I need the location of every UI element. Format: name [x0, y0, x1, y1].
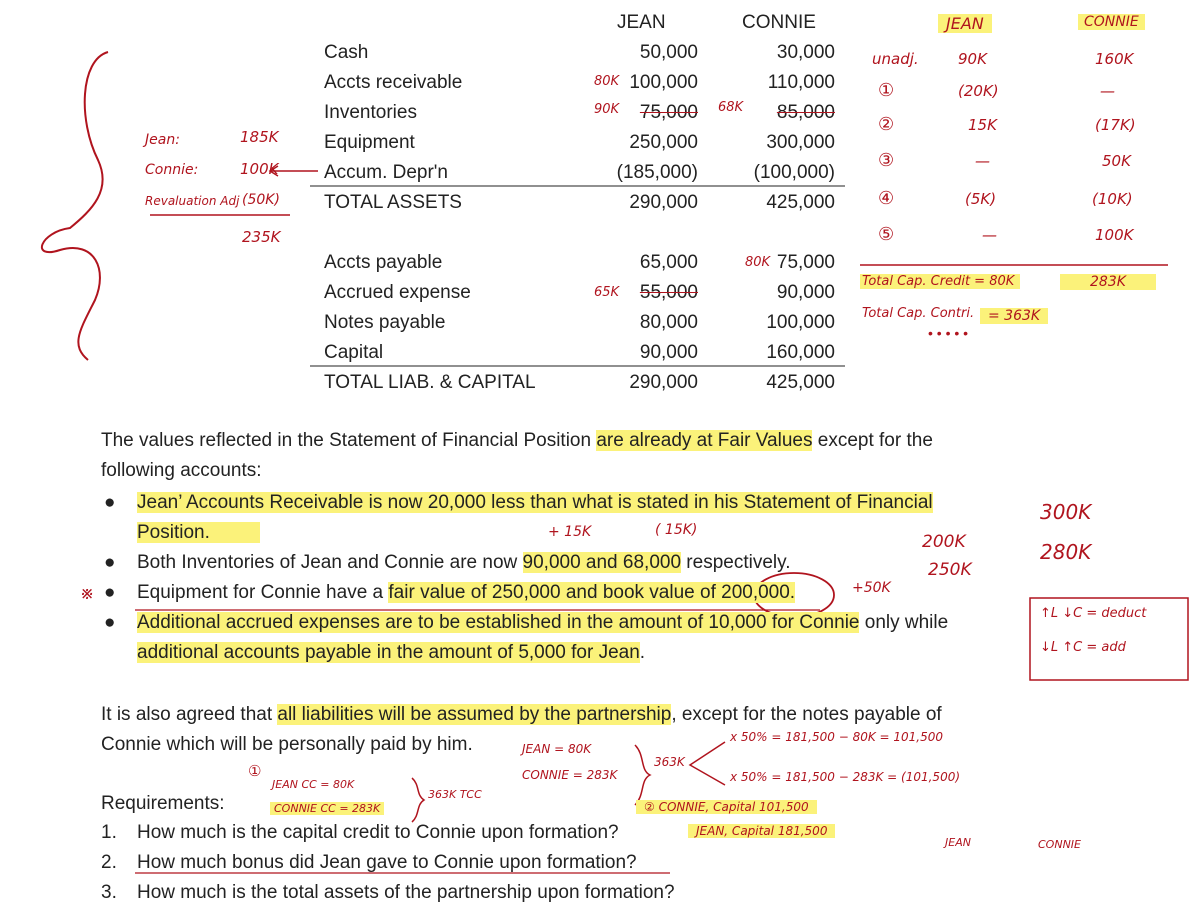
connie-value: 425,000	[766, 372, 835, 393]
left-total: 235K	[242, 228, 281, 246]
para1-text: except for the	[812, 430, 933, 451]
note-accrued-jean: 65K	[594, 285, 620, 300]
bullet4-line1	[137, 608, 948, 638]
req-num: 2.	[101, 852, 117, 873]
total-cap-contri-value: = 363K	[980, 308, 1048, 324]
note-200k: 200K	[922, 532, 966, 552]
req-num: 1.	[101, 822, 117, 843]
connie-value: 75,000	[776, 252, 835, 273]
row-label: Accrued expense	[324, 282, 471, 303]
left-reval-label: Revaluation Adj	[145, 194, 240, 208]
para2-line2: Connie which will be personally paid by him.	[101, 734, 473, 755]
col-header-jean: JEAN	[617, 12, 666, 33]
para1-highlight: are already at Fair Values	[596, 430, 813, 451]
right-head-connie: CONNIE	[1078, 14, 1145, 30]
cc-total: 363K TCC	[428, 788, 482, 801]
calc-line2: x 50% = 181,500 − 283K = (101,500)	[730, 770, 961, 784]
note-ar-jean: 80K	[594, 74, 620, 89]
row-label: TOTAL ASSETS	[324, 192, 462, 213]
connie-value: 110,000	[767, 72, 835, 93]
bullet-dot: ●	[104, 552, 116, 573]
para1-line1	[101, 426, 933, 456]
calc-total: 363K	[654, 755, 685, 769]
para2-text: It is also agreed that	[101, 704, 278, 725]
total-cap-contri-label: Total Cap. Contri.	[862, 306, 975, 321]
jean-value: 50,000	[639, 42, 698, 63]
para2-highlight: all liabilities will be assumed by the partnership	[277, 704, 672, 725]
right-row-jean: 15K	[968, 116, 997, 134]
entry-connie: ② CONNIE, Capital 101,500	[636, 800, 817, 814]
cc-jean: JEAN CC = 80K	[272, 778, 355, 791]
bullet2-line	[137, 548, 791, 578]
entry-jean: JEAN, Capital 181,500	[688, 824, 835, 838]
right-row-jean: 90K	[958, 50, 987, 68]
connie-value: 30,000	[776, 42, 835, 63]
cc-connie: CONNIE CC = 283K	[270, 802, 384, 815]
left-reval-value: (50K)	[242, 192, 280, 208]
row-label: Accum. Depr'n	[324, 162, 449, 183]
jean-value: 250,000	[629, 132, 698, 153]
bullet1-line1	[137, 488, 933, 518]
right-row-connie: 160K	[1095, 50, 1134, 68]
jean-value: 55,000	[639, 282, 698, 303]
note-ap-connie: 80K	[745, 255, 771, 270]
bullet2-text: Both Inventories of Jean and Connie are now	[137, 552, 523, 573]
req-text: How much bonus did Jean gave to Connie upon formation?	[137, 852, 637, 873]
total-cap-credit: Total Cap. Credit = 80K	[860, 274, 1020, 289]
jean-value: (185,000)	[616, 162, 698, 183]
dots-mark: • • • • •	[928, 325, 969, 341]
right-row-connie: (10K)	[1092, 190, 1133, 208]
note-280k: 280K	[1040, 540, 1092, 564]
requirements-title: Requirements:	[101, 793, 225, 814]
jean-value: 290,000	[629, 192, 698, 213]
bullet4-text: .	[639, 642, 646, 663]
right-row-connie: 50K	[1102, 152, 1131, 170]
bullet1-highlight: Position.	[137, 522, 260, 543]
star-mark: ※	[80, 584, 95, 604]
note-plus50: +50K	[852, 580, 891, 596]
req-text: How much is the capital credit to Connie upon formation?	[137, 822, 619, 843]
row-label: Capital	[324, 342, 384, 363]
note-250k: 250K	[928, 560, 972, 580]
connie-value: 425,000	[766, 192, 835, 213]
left-connie-value: 100K	[240, 160, 279, 178]
connie-value: 100,000	[766, 312, 835, 333]
right-row-label: unadj.	[872, 50, 919, 68]
right-head-jean: JEAN	[938, 14, 992, 33]
right-row-label: ②	[878, 114, 895, 135]
left-jean-value: 185K	[240, 128, 279, 146]
bullet4-highlight: Additional accrued expenses are to be established in the amount of 10,000 for Connie	[137, 612, 860, 633]
note-minus15: ( 15K)	[655, 522, 698, 538]
left-jean-label: Jean:	[145, 132, 180, 148]
bullet3-text: Equipment for Connie have a	[137, 582, 389, 603]
jean-value: 65,000	[639, 252, 698, 273]
row-label: Inventories	[324, 102, 417, 123]
right-row-jean: (5K)	[965, 190, 997, 208]
bullet1-highlight: Jean’ Accounts Receivable is now 20,000 less than what is stated in his Statement of Financial	[137, 492, 933, 513]
para2-line1	[101, 700, 942, 730]
calc-brace	[635, 745, 650, 805]
connie-value: 160,000	[766, 342, 835, 363]
connie-value: 85,000	[776, 102, 835, 123]
right-row-label: ③	[878, 150, 895, 171]
total-cap-credit-connie: 283K	[1060, 274, 1156, 290]
jean-value: 100,000	[629, 72, 698, 93]
jean-value: 80,000	[639, 312, 698, 333]
cc-num: ①	[248, 762, 262, 780]
row-label: Cash	[324, 42, 369, 63]
note-inv-connie: 68K	[718, 100, 744, 115]
cc-brace	[412, 778, 424, 822]
bullet3-line	[137, 578, 795, 608]
right-row-connie: —	[1100, 82, 1115, 100]
bullet2-text: respectively.	[681, 552, 791, 573]
right-row-connie: (17K)	[1095, 116, 1136, 134]
note-300k: 300K	[1040, 500, 1092, 524]
note-inv-jean: 90K	[594, 102, 620, 117]
para2-text: , except for the notes payable of	[671, 704, 942, 725]
row-label: Notes payable	[324, 312, 446, 333]
jean-value: 75,000	[639, 102, 698, 123]
calc-line1: x 50% = 181,500 − 80K = 101,500	[730, 730, 944, 744]
bullet-dot: ●	[104, 612, 116, 633]
right-row-label: ④	[878, 188, 895, 209]
bullet-dot: ●	[104, 582, 116, 603]
curly-brace-mark	[42, 52, 108, 360]
connie-value: 90,000	[776, 282, 835, 303]
req-num: 3.	[101, 882, 117, 903]
bullet4-text: only while	[859, 612, 949, 633]
rule-line2: ↓L ↑C = add	[1040, 640, 1126, 655]
right-row-jean: —	[982, 226, 997, 244]
connie-value: 300,000	[766, 132, 835, 153]
bullet2-highlight: 90,000 and 68,000	[522, 552, 682, 573]
bullet1-line2	[137, 518, 260, 548]
row-label: TOTAL LIAB. & CAPITAL	[324, 372, 536, 393]
bullet4-highlight: additional accounts payable in the amount of 5,000 for Jean	[137, 642, 640, 663]
right-row-label: ⑤	[878, 224, 895, 245]
calc-connie: CONNIE = 283K	[522, 768, 618, 782]
row-label: Accts receivable	[324, 72, 463, 93]
para1-text: The values reflected in the Statement of Financial Position	[101, 430, 597, 451]
right-row-jean: (20K)	[958, 82, 999, 100]
row-label: Accts payable	[324, 252, 443, 273]
note-plus15: + 15K	[548, 524, 592, 540]
calc-split-mark	[690, 742, 725, 785]
left-connie-label: Connie:	[145, 162, 199, 178]
right-row-jean: —	[975, 152, 990, 170]
req-text: How much is the total assets of the partnership upon formation?	[137, 882, 675, 903]
bullet-dot: ●	[104, 492, 116, 513]
connie-value: (100,000)	[753, 162, 835, 183]
row-label: Equipment	[324, 132, 415, 153]
para1-line2: following accounts:	[101, 460, 262, 481]
bullet3-highlight: fair value of 250,000 and book value of 200,000.	[388, 582, 796, 603]
right-row-connie: 100K	[1095, 226, 1134, 244]
foot-connie: CONNIE	[1038, 838, 1081, 851]
jean-value: 290,000	[629, 372, 698, 393]
rule-line1: ↑L ↓C = deduct	[1040, 606, 1147, 621]
calc-jean: JEAN = 80K	[522, 742, 592, 756]
bullet4-line2	[137, 638, 645, 668]
foot-jean: JEAN	[945, 836, 971, 849]
col-header-connie: CONNIE	[742, 12, 816, 33]
right-row-label: ①	[878, 80, 895, 101]
jean-value: 90,000	[639, 342, 698, 363]
